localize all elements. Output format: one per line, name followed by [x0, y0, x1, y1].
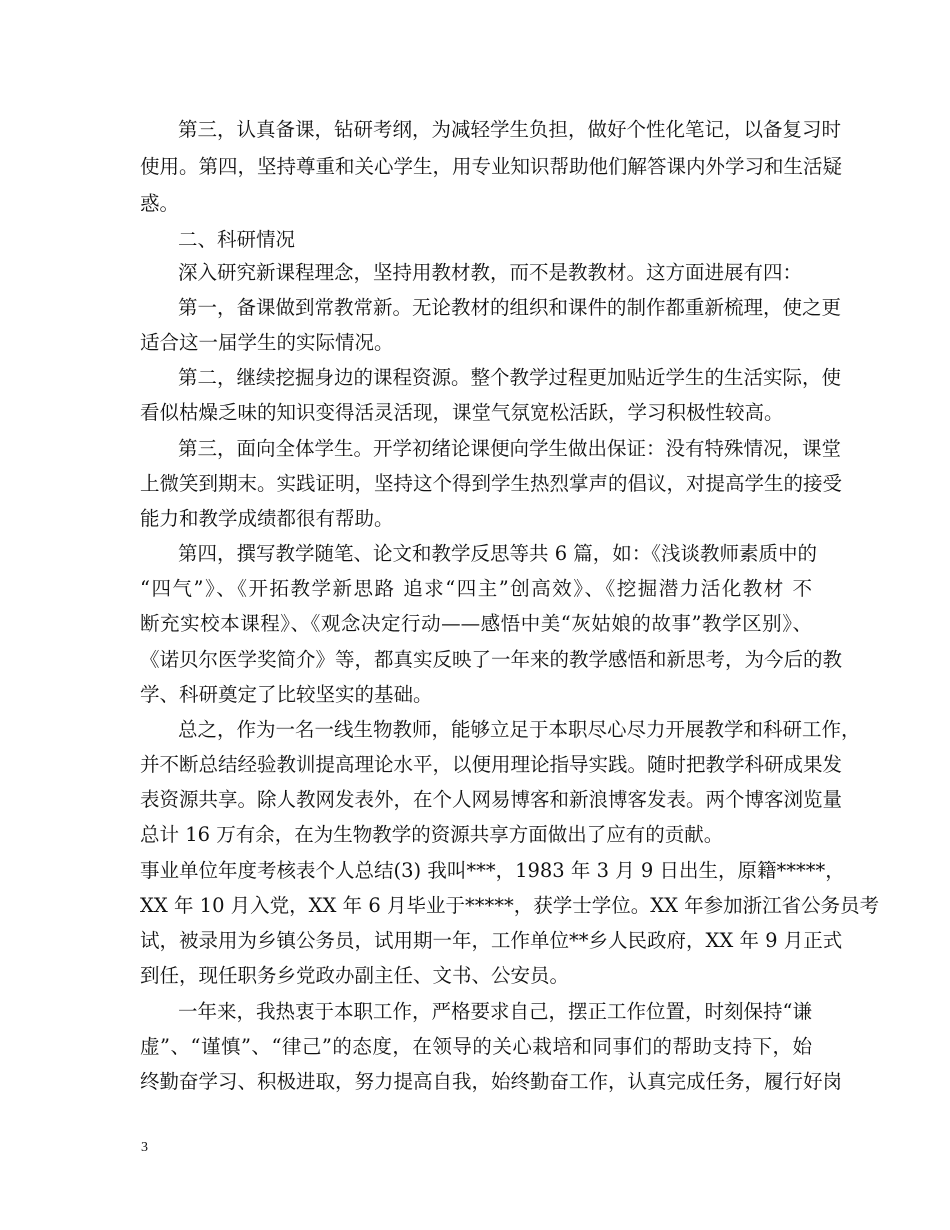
text-line: 第四，撰写教学随笔、论文和教学反思等共 6 篇，如：《浅谈教师素质中的: [178, 542, 818, 565]
text-line: 总之，作为一名一线生物教师，能够立足于本职尽心尽力开展教学和科研工作，: [178, 718, 861, 741]
text-line: 总计 16 万有余，在为生物教学的资源共享方面做出了应有的贡献。: [140, 823, 724, 846]
text-line: 事业单位年度考核表个人总结(3) 我叫***，1983 年 3 月 9 日出生，原籍*****，: [140, 859, 845, 882]
text-line: 第二，继续挖掘身边的课程资源。整个教学过程更加贴近学生的生活实际，使: [178, 366, 842, 389]
text-line: 上微笑到期末。实践证明，坚持这个得到学生热烈掌声的倡议，对提高学生的接受: [140, 472, 843, 495]
text-line: 终勤奋学习、积极进取，努力提高自我，始终勤奋工作，认真完成任务，履行好岗: [140, 1070, 843, 1093]
text-line: “四气”》、《开拓教学新思路 追求“四主”创高效》、《挖掘潜力活化教材 不: [140, 577, 812, 600]
text-line: 使用。第四，坚持尊重和关心学生，用专业知识帮助他们解答课内外学习和生活疑: [140, 155, 843, 178]
text-line: 看似枯燥乏味的知识变得活灵活现，课堂气氛宽松活跃，学习积极性较高。: [140, 401, 784, 424]
text-line: 适合这一届学生的实际情况。: [140, 331, 394, 354]
text-line: 虚”、“谨慎”、“律己”的态度，在领导的关心栽培和同事们的帮助支持下，始: [140, 1035, 812, 1058]
text-line: 《诺贝尔医学奖简介》等，都真实反映了一年来的教学感悟和新思考，为今后的教: [140, 648, 843, 671]
text-line: XX 年 10 月入党，XX 年 6 月毕业于*****，获学士学位。XX 年参加浙江省公务员考: [140, 894, 880, 917]
text-line: 一年来，我热衷于本职工作，严格要求自己，摆正工作位置，时刻保持“谦: [178, 1000, 812, 1023]
text-line: 断充实校本课程》、《观念决定行动——感悟中美“灰姑娘的故事”教学区别》、: [140, 612, 812, 635]
text-line: 试，被录用为乡镇公务员，试用期一年，工作单位**乡人民政府，XX 年 9 月正式: [140, 929, 843, 952]
section-heading: 二、科研情况: [178, 228, 296, 251]
text-line: 第三，认真备课，钻研考纲，为减轻学生负担，做好个性化笔记，以备复习时: [178, 118, 842, 141]
text-line: 到任，现任职务乡党政办副主任、文书、公安员。: [140, 964, 570, 987]
text-line: 表资源共享。除人教网发表外，在个人网易博客和新浪博客发表。两个博客浏览量: [140, 788, 843, 811]
text-line: 第三，面向全体学生。开学初绪论课便向学生做出保证：没有特殊情况，课堂: [178, 437, 842, 460]
text-line: 惑。: [140, 192, 180, 215]
text-line: 能力和教学成绩都很有帮助。: [140, 507, 394, 530]
page-number: 3: [141, 1140, 148, 1155]
text-line: 学、科研奠定了比较坚实的基础。: [140, 683, 433, 706]
text-line: 并不断总结经验教训提高理论水平，以便用理论指导实践。随时把教学科研成果发: [140, 753, 843, 776]
text-line: 深入研究新课程理念，坚持用教材教，而不是教教材。这方面进展有四：: [178, 261, 803, 284]
text-line: 第一，备课做到常教常新。无论教材的组织和课件的制作都重新梳理，使之更: [178, 296, 842, 319]
